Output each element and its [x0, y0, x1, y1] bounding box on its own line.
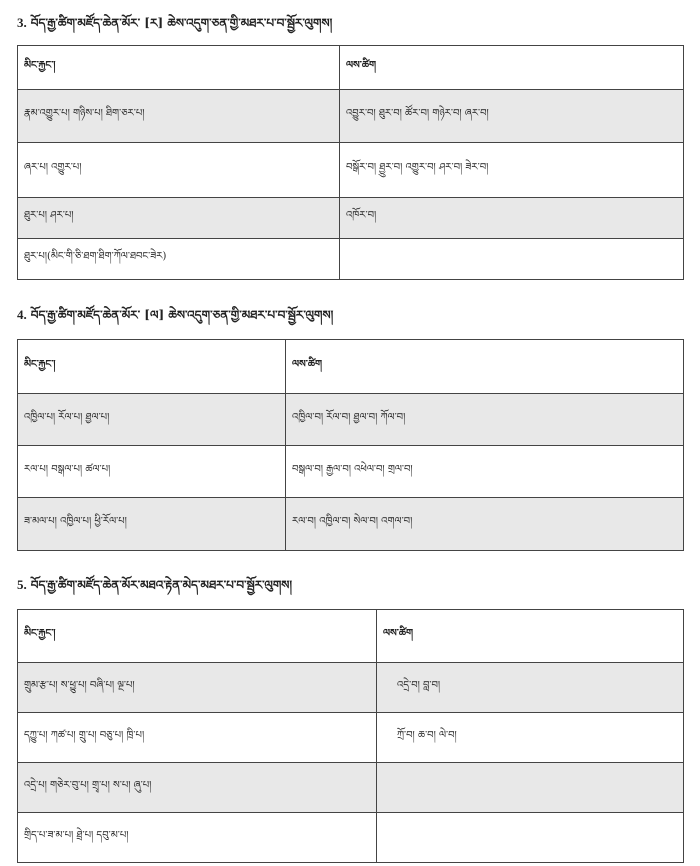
table-row [18, 446, 684, 498]
section-5-heading: བོད་རྒྱ་ཚིག་མཛོད་ཆེན་མོར་མཐའ་རྟེན་མེད་མཐར་པ་བ་སྦྱོར་ལུགས། [30, 578, 293, 592]
table-header-row [18, 46, 684, 90]
table-cell: བསྒོར་བ། ཐྱུར་བ། འགྱུར་བ། ཤར་བ། ཟེར་བ། [340, 143, 684, 198]
table-cell [340, 239, 684, 280]
table-header-row [18, 340, 684, 394]
table-row [18, 90, 684, 143]
table-row [18, 498, 684, 551]
table-row [18, 239, 684, 280]
section-4-title [17, 302, 333, 336]
table-row [18, 813, 684, 863]
table-row [18, 394, 684, 446]
table-cell: འབྱུར་བ། ཐུར་བ། ཚོར་བ། གཉེར་བ། ཞར་བ། [340, 90, 684, 143]
table-cell: བསྒལ་བ། རྒྱལ་བ། འཕེལ་བ། གྲལ་བ། [286, 446, 684, 498]
section-3-heading: བོད་རྒྱ་ཚིག་མཛོད་ཆེན་མོར་ [ར] ཆེས་འདུག་ཅན་གྱི་མཐར་པ་བ་སྦྱོར་ལུགས། [30, 16, 333, 30]
table-cell: གྲིད་པ་ཟ་མ་པ། ཐྲེ་པ། དབུ་མ་པ། [18, 813, 377, 863]
header-cell-verb: ལས་ཚིག [286, 340, 684, 394]
header-cell-verb: ལས་ཚིག [340, 46, 684, 90]
section-4-table [17, 339, 684, 551]
table-cell: རལ་བ། འཁྱིལ་བ། སེལ་བ། འགལ་བ། [286, 498, 684, 551]
table-cell [377, 813, 684, 863]
table-cell: འཁྱིལ་པ། རོལ་པ། ཐྱལ་པ། [18, 394, 286, 446]
table-row [18, 663, 684, 713]
table-cell: འདྲེ་པ། གཅེར་བུ་པ། གྲྭ་པ། ས་པ། ཞུ་པ། [18, 763, 377, 813]
table-cell: འདྲེ་བ། བླ་བ། [377, 663, 684, 713]
header-cell-noun: མིང་རྐྱང་། [18, 610, 377, 663]
table-row [18, 143, 684, 198]
table-row [18, 198, 684, 239]
header-cell-verb: ལས་ཚིག [377, 610, 684, 663]
header-cell-noun: མིང་རྐྱང་། [18, 46, 340, 90]
section-3-title [17, 10, 332, 44]
section-5-title [17, 572, 292, 606]
table-cell: ཞར་པ། འགྱུར་པ། [18, 143, 340, 198]
table-cell: གྲུམ་རྩ་པ། ས་ཕྱུ་པ། བཞི་པ། ལྔ་པ། [18, 663, 377, 713]
table-cell: དཀྱུ་པ། ཀཚ་པ། གྲུ་པ། བཅུ་པ། ཁྲི་པ། [18, 713, 377, 763]
section-3-table [17, 45, 684, 280]
section-4-number: 4. [17, 307, 27, 322]
header-cell-noun: མིང་རྐྱང་། [18, 340, 286, 394]
table-cell: ཀྲོ་བ། ཆ་བ། ལེ་བ། [377, 713, 684, 763]
section-5-table [17, 609, 684, 863]
table-row [18, 713, 684, 763]
table-header-row [18, 610, 684, 663]
table-cell: རལ་པ། བསྒལ་པ། ཚལ་པ། [18, 446, 286, 498]
table-cell: རྣམ་འགྱུར་པ། གཉིས་པ། ཐིག་ཅར་པ། [18, 90, 340, 143]
section-5-number: 5. [17, 577, 27, 592]
table-cell [377, 763, 684, 813]
table-cell: ཟ་མལ་པ། འཁྱིལ་པ། ཕྱི་རོལ་པ། [18, 498, 286, 551]
table-cell: འཁོར་བ། [340, 198, 684, 239]
table-cell: ཐུར་པ། ཤར་པ། [18, 198, 340, 239]
table-cell: ཐུར་པ།(མིང་གི་ཅི་ཐག་ཐིག་ཀོལ་ཐབང་ཟེར) [18, 239, 340, 280]
table-row [18, 763, 684, 813]
section-3-number: 3. [17, 15, 27, 30]
table-cell: འཁྱིལ་བ། རོལ་བ། ཐྱལ་བ། ཀོལ་བ། [286, 394, 684, 446]
section-4-heading: བོད་རྒྱ་ཚིག་མཛོད་ཆེན་མོར་ [ལ] ཆེས་འདུག་ཅན་གྱི་མཐར་པ་བ་སྦྱོར་ལུགས། [30, 308, 334, 322]
